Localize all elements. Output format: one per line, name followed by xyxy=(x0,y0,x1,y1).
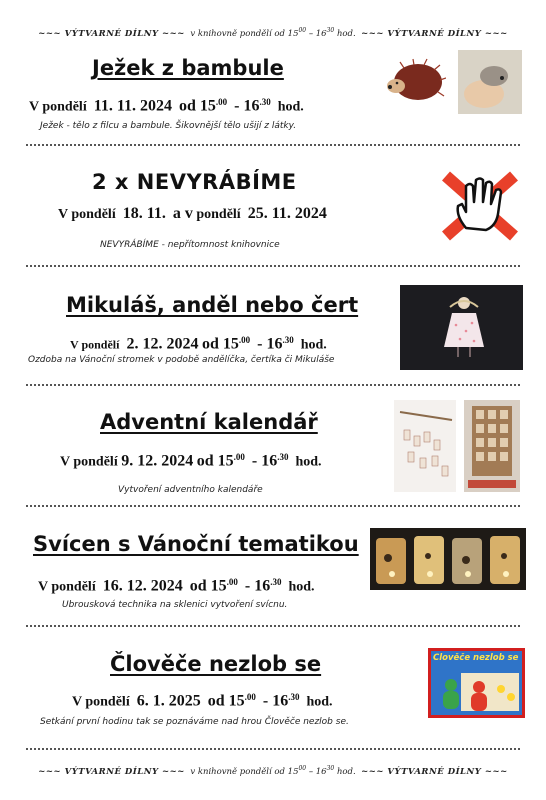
divider xyxy=(26,384,520,389)
event-title: Člověče nezlob se xyxy=(110,652,322,676)
hedgehog-photo xyxy=(458,50,522,114)
event-description: Ježek - tělo z filcu a bambule. Šikovnější tělo ušijí z látky. xyxy=(40,121,297,131)
candle-jars-photo xyxy=(370,528,526,590)
game-box-title: Člověče nezlob se xyxy=(433,653,519,663)
hedgehog-image xyxy=(384,58,446,104)
no-hand-icon xyxy=(440,170,520,242)
advent-calendar-wall-photo xyxy=(464,400,520,492)
event-when: V pondělí 9. 12. 2024 od $15^{.00} - 16^{.30}$ hod. xyxy=(60,452,322,470)
event-when: V pondělí 2. 12. 2024 od $15^{.00} - 16^{.30}$ hod. xyxy=(70,335,327,353)
divider xyxy=(26,748,520,753)
event-title: Adventní kalendář xyxy=(100,410,318,434)
event-title: 2 x NEVYRÁBÍME xyxy=(92,170,297,194)
event-when: V pondělí 6. 1. 2025 od $15^{.00} - 16^{.30}$ hod. xyxy=(72,692,333,710)
advent-calendar-hanging-photo xyxy=(394,400,456,492)
event-when: V pondělí 18. 11. a v pondělí 25. 11. 2024 xyxy=(58,205,327,222)
banner-mid: v knihovně pondělí od 15 xyxy=(190,28,299,39)
event-description: NEVYRÁBÍME - nepřítomnost knihovnice xyxy=(100,240,280,250)
event-title: Mikuláš, anděl nebo čert xyxy=(66,293,359,317)
event-description: Ozdoba na Vánoční stromek v podobě andělíčka, čertíka či Mikuláše xyxy=(28,355,335,365)
banner-right: ~~~ VÝTVARNÉ DÍLNY ~~~ xyxy=(361,28,508,39)
event-description: Setkání první hodinu tak se poznáváme nad hrou Člověče nezlob se. xyxy=(40,717,349,727)
event-title: Ježek z bambule xyxy=(92,56,284,80)
top-banner: ~~~ VÝTVARNÉ DÍLNY ~~~ v knihovně pondělí od $15^{00} - 16^{30}$ hod. ~~~ VÝTVARNÉ DÍLNY ~~~ xyxy=(38,27,508,39)
event-when: V pondělí 11. 11. 2024 od $15^{.00} - 16^{.30}$ hod. xyxy=(29,97,304,115)
board-game-box xyxy=(428,648,525,718)
banner-left: ~~~ VÝTVARNÉ DÍLNY ~~~ xyxy=(38,28,185,39)
divider xyxy=(26,505,520,510)
divider xyxy=(26,265,520,270)
event-description: Ubrousková technika na sklenici vytvoření svícnu. xyxy=(62,600,288,610)
angel-ornament-photo xyxy=(400,285,523,370)
bottom-banner: ~~~ VÝTVARNÉ DÍLNY ~~~ v knihovně pondělí od $15^{00} - 16^{30}$ hod. ~~~ VÝTVARNÉ DÍLNY ~~~ xyxy=(38,765,508,777)
divider xyxy=(26,144,520,149)
event-description: Vytvoření adventního kalendáře xyxy=(118,485,263,495)
event-when: V pondělí 16. 12. 2024 od $15^{.00} - 16^{.30}$ hod. xyxy=(38,577,315,595)
event-title: Svícen s Vánoční tematikou xyxy=(33,532,359,556)
divider xyxy=(26,625,520,630)
